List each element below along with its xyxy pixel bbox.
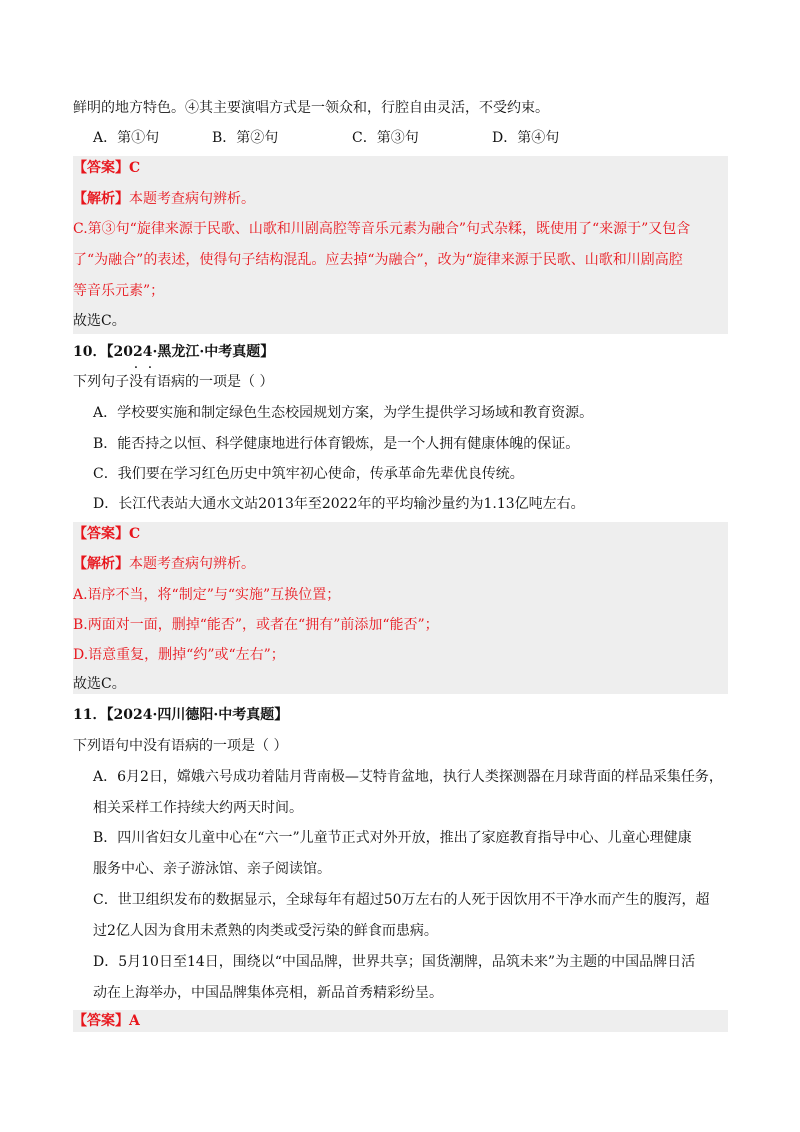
stem-text: 语病的一项是（ ） [157, 374, 274, 390]
q11-stem: 下列语句中没有语病的一项是（ ） [73, 738, 288, 754]
q11-answer-block [73, 1010, 728, 1032]
q11-option-b-line-2: 服务中心、亲子游泳馆、亲子阅读馆。 [93, 861, 331, 877]
q10-answer-line [73, 524, 140, 544]
q9-explain-line-1: C.第③句“旋律来源于民歌、山歌和川剧高腔等音乐元素为融合”句式杂糅，既使用了“来源于”又包含 [73, 221, 691, 237]
q10-option-c: C．我们要在学习红色历史中筑牢初心使命，传承革命先辈优良传统。 [93, 466, 524, 482]
q9-option-c: C．第③句 [352, 130, 419, 146]
q10-option-a: A．学校要实施和制定绿色生态校园规划方案，为学生提供学习场域和教育资源。 [93, 405, 594, 421]
q10-answer-block [73, 522, 728, 694]
q9-analysis-line [73, 189, 255, 209]
emphasis-char: 没 [129, 374, 143, 390]
q9-option-a: A．第①句 [93, 130, 160, 146]
q11-option-c-line-1: C．世卫组织发布的数据显示，全球每年有超过50万左右的人死于因饮用不干净水而产生的腹泻，超 [93, 892, 710, 908]
answer-value: C [129, 160, 141, 176]
q9-option-d: D．第④句 [492, 130, 560, 146]
q9-option-b: B．第②句 [212, 130, 279, 146]
emphasis-char: 有 [143, 374, 157, 390]
q10-explain-line-2: B.两面对一面，删掉“能否”，或者在“拥有”前添加“能否”； [73, 617, 439, 633]
question-number: 11． [73, 707, 107, 723]
answer-tag: 【答案】 [73, 526, 129, 542]
q9-answer-line [73, 158, 140, 178]
q9-answer-block [73, 156, 728, 334]
q10-conclusion: 故选C。 [73, 676, 126, 692]
q9-continuation: 鲜明的地方特色。④其主要演唱方式是一领众和，行腔自由灵活，不受约束。 [73, 100, 549, 116]
q9-conclusion: 故选C。 [73, 313, 126, 329]
q11-option-d-line-1: D．5月10日至14日，围绕以“中国品牌，世界共享；国货潮牌，品筑未来”为主题的中国品牌日活 [93, 954, 696, 970]
q10-explain-line-3: D.语意重复，删掉“约”或“左右”； [73, 647, 285, 663]
q11-option-a-line-2: 相关采样工作持续大约两天时间。 [93, 800, 303, 816]
answer-tag: 【答案】 [73, 1013, 129, 1029]
analysis-tag: 【解析】 [73, 556, 129, 572]
q11-option-b-line-1: B．四川省妇女儿童中心在“六一”儿童节正式对外开放，推出了家庭教育指导中心、儿童心理健康 [93, 830, 692, 846]
answer-value: C [129, 526, 141, 542]
q10-header [73, 342, 274, 362]
stem-text: 下列句子 [73, 374, 129, 390]
question-source: 【2024·黑龙江·中考真题】 [106, 344, 275, 360]
q10-option-b: B．能否持之以恒、科学健康地进行体育锻炼，是一个人拥有健康体魄的保证。 [93, 436, 580, 452]
q11-option-c-line-2: 过2亿人因为食用未煮熟的肉类或受污染的鲜食而患病。 [93, 923, 438, 939]
q10-analysis-line [73, 554, 255, 574]
question-number: 10． [73, 344, 107, 360]
answer-value: A [129, 1013, 140, 1029]
q11-option-d-line-2: 动在上海举办，中国品牌集体亮相，新品首秀精彩纷呈。 [93, 985, 443, 1001]
q9-explain-line-3: 等音乐元素”； [73, 283, 165, 299]
q11-header [73, 705, 288, 725]
analysis-text: 本题考查病句辨析。 [129, 556, 255, 572]
q10-explain-line-1: A.语序不当，将“制定”与“实施”互换位置； [73, 587, 341, 603]
q10-stem [73, 372, 273, 392]
analysis-tag: 【解析】 [73, 191, 129, 207]
answer-tag: 【答案】 [73, 160, 129, 176]
question-source: 【2024·四川德阳·中考真题】 [106, 707, 289, 723]
q10-option-d: D．长江代表站大通水文站2013年至2022年的平均输沙量约为1.13亿吨左右。 [93, 496, 585, 512]
q11-answer-line [73, 1011, 140, 1031]
q11-option-a-line-1: A．6月2日，嫦娥六号成功着陆月背南极—艾特肯盆地，执行人类探测器在月球背面的样品采集任务， [93, 769, 723, 785]
q9-explain-line-2: 了“为融合”的表述，使得句子结构混乱。应去掉“为融合”，改为“旋律来源于民歌、山歌和川剧高腔 [73, 252, 683, 268]
analysis-text: 本题考查病句辨析。 [129, 191, 255, 207]
